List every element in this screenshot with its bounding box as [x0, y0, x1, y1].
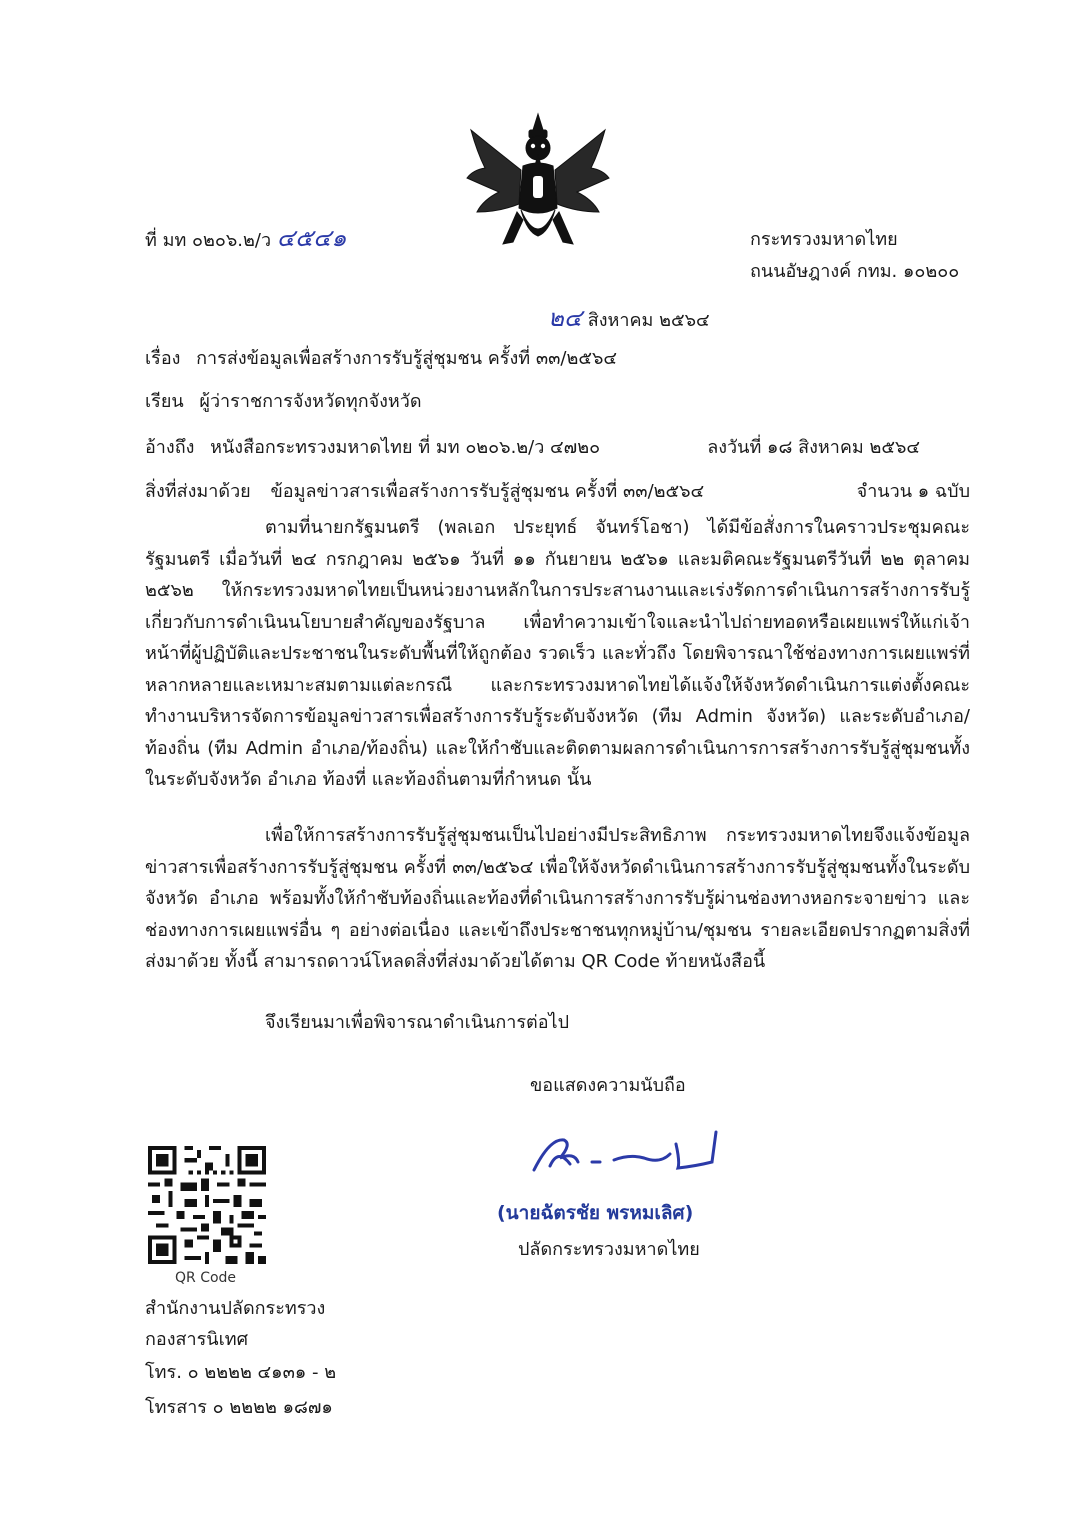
reference-number — [145, 226, 347, 253]
salutation-text: ผู้ว่าราชการจังหวัดทุกจังหวัด — [199, 391, 422, 412]
subject-text: การส่งข้อมูลเพื่อสร้างการรับรู้สู่ชุมชน ครั้งที่ ๓๓/๒๕๖๔ — [196, 348, 618, 369]
footer-fax: โทรสาร ๐ ๒๒๒๒ ๑๘๗๑ — [145, 1397, 333, 1418]
handwritten-signature — [520, 1118, 730, 1188]
org-name: กระทรวงมหาดไทย — [750, 229, 898, 250]
subject-line — [145, 347, 617, 371]
signer-name: (นายฉัตรชัย พรหมเลิศ) — [497, 1202, 694, 1224]
salutation-label: เรียน — [145, 391, 184, 412]
footer-division: กองสารนิเทศ — [145, 1329, 249, 1350]
reference-text: หนังสือกระทรวงมหาดไทย ที่ มท ๐๒๐๖.๒/ว ๔๗๒๐ — [210, 437, 601, 458]
closing-salutation: ขอแสดงความนับถือ — [530, 1075, 686, 1096]
body-paragraph-1: ตามที่นายกรัฐมนตรี (พลเอก ประยุทธ์ จันทร์โอชา) ได้มีข้อสั่งการในคราวประชุมคณะรัฐมนตรี เมื่อวันที่ ๒๔ กรกฎาคม ๒๕๖๑ วันที่ ๑๑ กันยายน ๒๕๖๑ และมติคณะรัฐมนตรีวันที่ ๒๒ ตุลาคม ๒๕๖๒ ให้กระทรวงมหาดไทยเป็นหน่วยงานหลักในการประสานงานและเร่งรัดการดำเนินการสร้างการรับรู้เกี่ยวกับการดำเนินนโยบายสำคัญของรัฐบาล เพื่อทำความเข้าใจและนำไปถ่ายทอดหรือเผยแพร่ให้แก่เจ้าหน้าที่ผู้ปฏิบัติและประชาชนในระดับพื้นที่ให้ถูกต้อง รวดเร็ว และทั่วถึง โดยพิจารณาใช้ช่องทางการเผยแพร่ที่หลากหลายและเหมาะสมตามแต่ละกรณี และกระทรวงมหาดไทยได้แจ้งให้จังหวัดดำเนินการแต่งตั้งคณะทำงานบริหารจัดการข้อมูลข่าวสารเพื่อสร้างการรับรู้ระดับจังหวัด (ทีม Admin จังหวัด) และระดับอำเภอ/ท้องถิ่น (ทีม Admin อำเภอ/ท้องถิ่น) และให้กำชับและติดตามผลการดำเนินการการสร้างการรับรู้สู่ชุมชนทั้งในระดับจังหวัด อำเภอ ท้องที่ และท้องถิ่นตามที่กำหนด นั้น — [145, 517, 970, 790]
qr-code[interactable] — [148, 1146, 266, 1264]
enclosure-line — [145, 480, 970, 504]
subject-label: เรื่อง — [145, 348, 181, 369]
date-month-year: สิงหาคม ๒๕๖๔ — [587, 310, 710, 331]
enclosure-text: ข้อมูลข่าวสารเพื่อสร้างการรับรู้สู่ชุมชน ครั้งที่ ๓๓/๒๕๖๔ — [270, 481, 705, 502]
qr-caption: QR Code — [175, 1270, 237, 1286]
body-paragraph-2: เพื่อให้การสร้างการรับรู้สู่ชุมชนเป็นไปอย่างมีประสิทธิภาพ กระทรวงมหาดไทยจึงแจ้งข้อมูลข่าวสารเพื่อสร้างการรับรู้สู่ชุมชน ครั้งที่ ๓๓/๒๕๖๔ เพื่อให้จังหวัดดำเนินการสร้างการรับรู้สู่ชุมชนทั้งในระดับจังหวัด อำเภอ พร้อมทั้งให้กำชับท้องถิ่นและท้องที่ดำเนินการสร้างการรับรู้ผ่านช่องทางหอกระจายข่าว และช่องทางการเผยแพร่อื่น ๆ อย่างต่อเนื่อง และเข้าถึงประชาชนทุกหมู่บ้าน/ชุมชน รายละเอียดปรากฏตามสิ่งที่ส่งมาด้วย ทั้งนี้ สามารถดาวน์โหลดสิ่งที่ส่งมาด้วยได้ตาม QR Code ท้ายหนังสือนี้ — [145, 825, 970, 972]
reference-line — [145, 436, 970, 460]
salutation-line — [145, 390, 422, 414]
garuda-emblem — [463, 108, 613, 258]
signer-position: ปลัดกระทรวงมหาดไทย — [518, 1239, 700, 1260]
reference-label: อ้างถึง — [145, 437, 195, 458]
enclosure-count: จำนวน ๑ ฉบับ — [856, 481, 970, 502]
reference-prefix: ที่ มท ๐๒๐๖.๒/ว — [145, 230, 272, 251]
letter-date — [548, 306, 710, 333]
org-address: ถนนอัษฎางค์ กทม. ๑๐๒๐๐ — [750, 261, 960, 282]
enclosure-label: สิ่งที่ส่งมาด้วย — [145, 481, 251, 502]
closing-request: จึงเรียนมาเพื่อพิจารณาดำเนินการต่อไป — [265, 1012, 570, 1033]
footer-office: สำนักงานปลัดกระทรวง — [145, 1298, 326, 1319]
reference-handwritten-number: ๔๕๔๑ — [276, 224, 347, 252]
reference-date: ลงวันที่ ๑๘ สิงหาคม ๒๕๖๔ — [707, 437, 920, 458]
footer-phone: โทร. ๐ ๒๒๒๒ ๔๑๓๑ - ๒ — [145, 1362, 337, 1383]
date-day-handwritten: ๒๔ — [548, 304, 582, 332]
